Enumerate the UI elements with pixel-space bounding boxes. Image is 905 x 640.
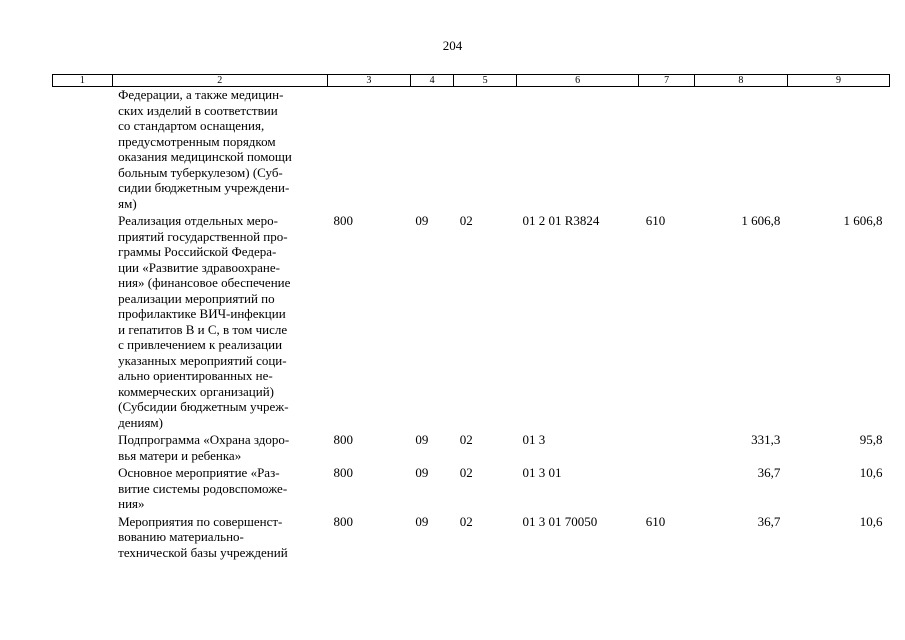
amount-col9-cell: 10,6	[859, 513, 883, 529]
column-number-5: 5	[454, 75, 517, 87]
ministry-code-cell: 800	[333, 213, 353, 228]
table-body	[53, 87, 890, 561]
column-number-2: 2	[112, 75, 327, 87]
expense-type-cell	[639, 87, 695, 212]
amount-col9-cell	[787, 87, 889, 212]
amount-col9-cell: 95,8	[859, 432, 883, 447]
subsection-code-cell: 02	[459, 432, 473, 447]
amount-col8-cell: 331,3	[751, 432, 781, 447]
column-number-6: 6	[516, 75, 638, 87]
amount-col9-cell: 1 606,8	[843, 213, 883, 228]
table-row	[53, 463, 890, 512]
row-number-cell	[53, 463, 113, 512]
subsection-code-cell: 02	[459, 513, 473, 529]
expense-type-cell	[639, 430, 695, 463]
ministry-code-cell: 800	[333, 465, 353, 480]
table-row	[53, 430, 890, 463]
amount-col8-cell	[694, 87, 787, 212]
column-number-4: 4	[410, 75, 453, 87]
target-article-cell: 01 2 01 R3824	[522, 213, 600, 228]
table-row	[53, 512, 890, 561]
column-number-1: 1	[53, 75, 113, 87]
description-cell: Мероприятия по совершенст- вованию материально- технической базы учреждений	[118, 513, 288, 560]
description-cell: Федерации, а также медицин- ских изделий в соответствии со стандартом оснащения, предусмотренным порядком оказания медицинской помощи больным туберкулезом) (Суб- сидии бюджетным учреждени- ям)	[118, 87, 292, 211]
expense-type-cell: 610	[645, 213, 666, 228]
section-code-cell: 09	[415, 513, 429, 529]
section-code-cell: 09	[415, 432, 429, 447]
column-number-3: 3	[327, 75, 410, 87]
expense-type-cell	[639, 463, 695, 512]
target-article-cell: 01 3 01	[522, 465, 562, 480]
budget-table	[52, 74, 890, 560]
table-row	[53, 211, 890, 430]
target-article-cell	[516, 87, 638, 212]
table-row	[53, 87, 890, 212]
amount-col8-cell: 36,7	[757, 513, 781, 529]
row-number-cell	[53, 430, 113, 463]
amount-col8-cell: 1 606,8	[741, 213, 781, 228]
description-cell: Подпрограмма «Охрана здоро- вья матери и ребенка»	[118, 432, 290, 463]
description-cell: Реализация отдельных меро- приятий государственной про- граммы Российской Федера- ции «Развитие здравоохране- ния» (финансовое обеспечение реализации мероприятий по профилактике ВИЧ-инфекции и гепатитов В и С, в том числе с привлечением к реализации указанных мероприятий соци- ально ориентированных не- коммерческих организаций) (Субсидии бюджетным учреж- дениям)	[118, 213, 291, 430]
ministry-code-cell: 800	[333, 432, 353, 447]
expense-type-cell: 610	[645, 513, 666, 529]
column-number-7: 7	[639, 75, 695, 87]
subsection-code-cell	[454, 87, 517, 212]
section-code-cell: 09	[415, 213, 429, 228]
row-number-cell	[53, 512, 113, 561]
ministry-code-cell	[327, 87, 410, 212]
amount-col9-cell: 10,6	[859, 465, 883, 480]
amount-col8-cell: 36,7	[757, 465, 781, 480]
target-article-cell: 01 3	[522, 432, 546, 447]
ministry-code-cell: 800	[333, 513, 353, 529]
row-number-cell	[53, 87, 113, 212]
row-number-cell	[53, 211, 113, 430]
column-number-8: 8	[694, 75, 787, 87]
target-article-cell: 01 3 01 70050	[522, 513, 598, 529]
subsection-code-cell: 02	[459, 465, 473, 480]
column-number-9: 9	[787, 75, 889, 87]
section-code-cell: 09	[415, 465, 429, 480]
description-cell: Основное мероприятие «Раз- витие системы родовспоможе- ния»	[118, 465, 288, 511]
section-code-cell	[410, 87, 453, 212]
subsection-code-cell: 02	[459, 213, 473, 228]
page-number: 204	[442, 38, 463, 53]
column-number-row	[53, 75, 890, 87]
